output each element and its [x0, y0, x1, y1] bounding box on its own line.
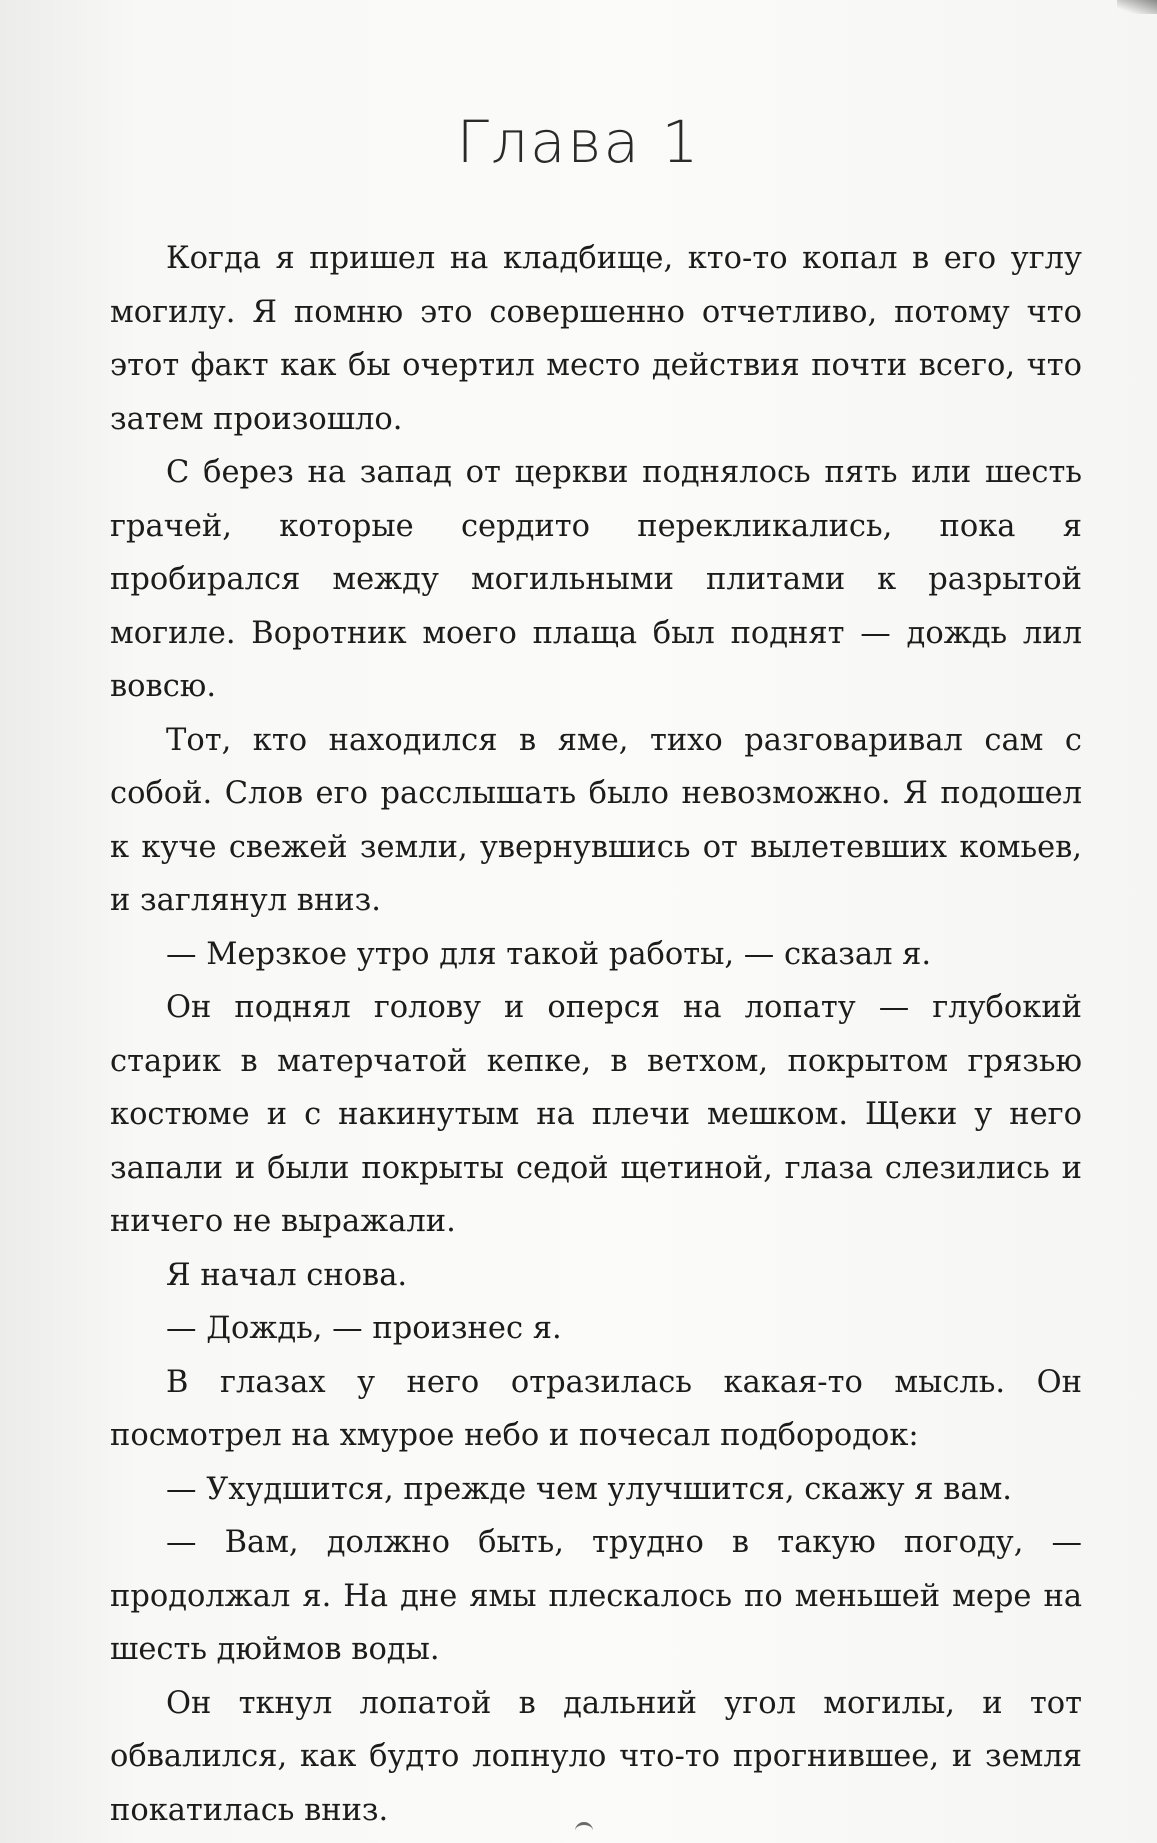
paragraph: Он ткнул лопатой в дальний угол могилы, и тот обвалился, как будто лопнуло что-то прогнившее, и земля покатилась вниз.: [110, 1685, 1082, 1828]
page-footer-mark: [575, 1822, 593, 1833]
page-corner-shadow: [1117, 0, 1157, 14]
paragraph: — Мерзкое утро для такой работы, — сказал я.: [166, 936, 932, 972]
paragraph: Он поднял голову и оперся на лопату — глубокий старик в матерчатой кепке, в ветхом, покрытом грязью костюме и с накинутым на плечи мешком. Щеки у него запали и были покрыты седой щетиной, глаза слезились и ничего не выражали.: [110, 990, 1082, 1239]
paragraph: — Ухудшится, прежде чем улучшится, скажу я вам.: [166, 1471, 1012, 1507]
chapter-title: Глава 1: [456, 108, 701, 176]
paragraph: Когда я пришел на кладбище, кто-то копал в его углу могилу. Я помню это совершенно отчетливо, потому что этот факт как бы очертил место действия почти всего, что затем произошло.: [110, 241, 1082, 437]
chapter-text: [110, 232, 1082, 1837]
paragraph: С берез на запад от церкви поднялось пять или шесть грачей, которые сердито перекликались, пока я пробирался между могильными плитами к разрытой могиле. Воротник моего плаща был поднят — дождь лил вовсю.: [110, 455, 1082, 704]
paragraph: — Вам, должно быть, трудно в такую погоду, — продолжал я. На дне ямы плескалось по меньшей мере на шесть дюймов воды.: [110, 1525, 1082, 1667]
paragraph: В глазах у него отразилась какая-то мысль. Он посмотрел на хмурое небо и почесал подбородок:: [110, 1364, 1082, 1453]
paragraph: — Дождь, — произнес я.: [166, 1311, 562, 1346]
paragraph: Я начал снова.: [166, 1257, 408, 1293]
paragraph: Тот, кто находился в яме, тихо разговаривал сам с собой. Слов его расслышать было невозможно. Я подошел к куче свежей земли, увернувшись от вылетевших комьев, и заглянул вниз.: [110, 722, 1082, 918]
